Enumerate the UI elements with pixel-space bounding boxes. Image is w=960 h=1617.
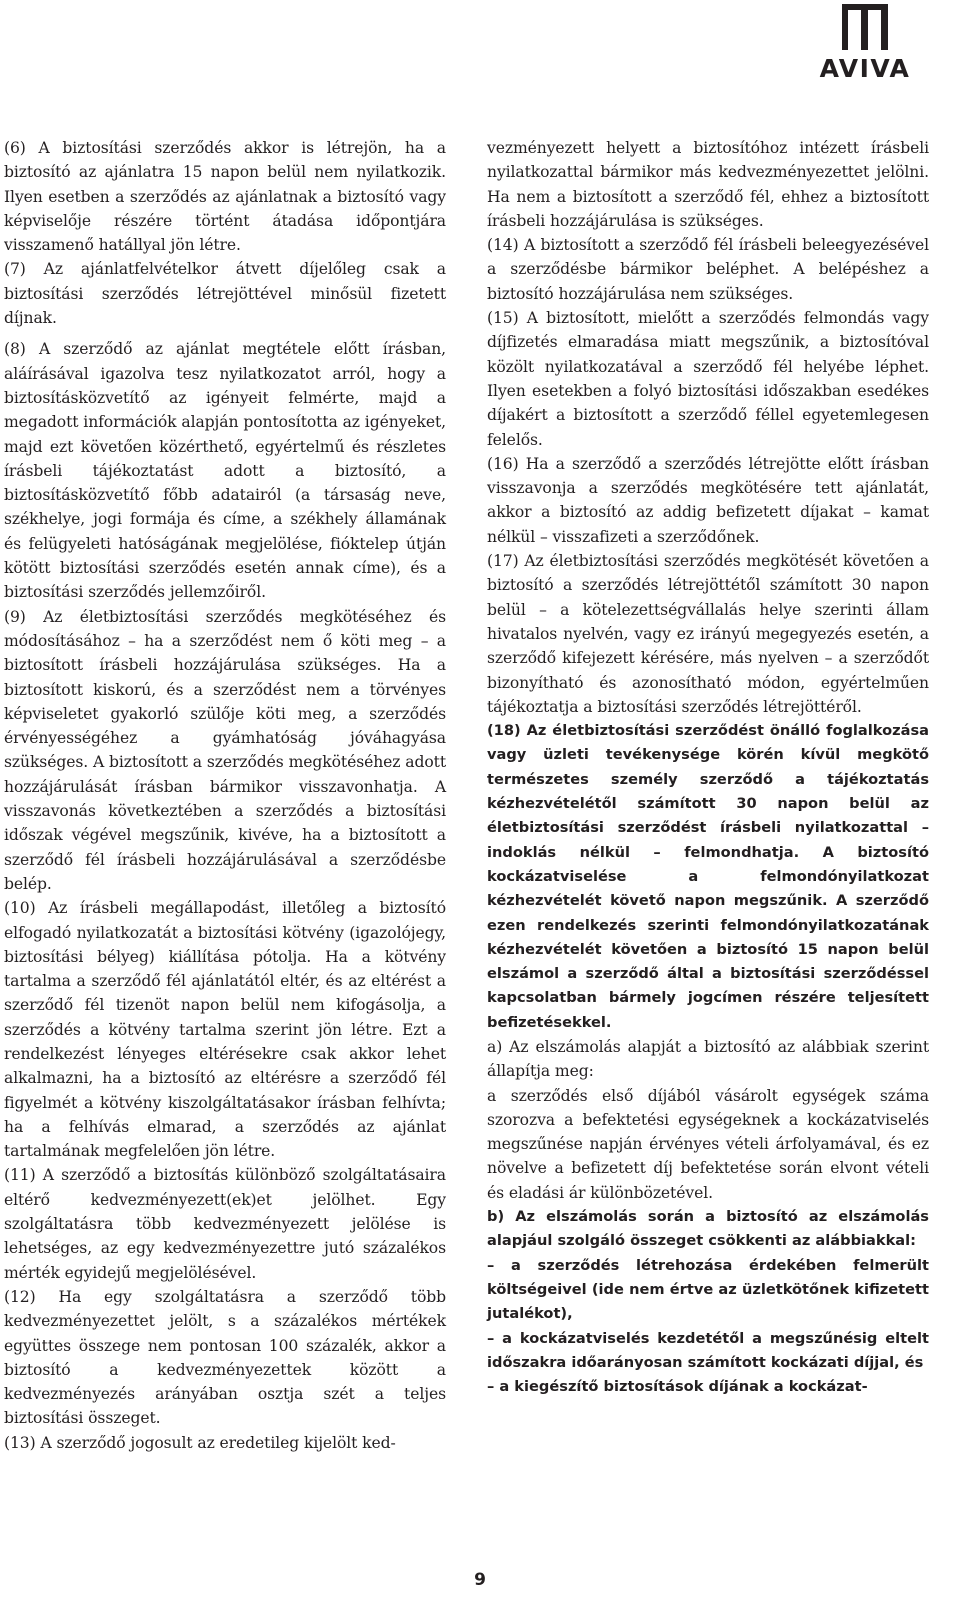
paragraph-11: (11) A szerződő a biztosítás különböző szolgáltatásaira eltérő kedvezményezett(ek)et jelölhet. Egy szolgáltatásra több kedvezményezett jelölése is lehetséges, az egy kedvezményezettre jutó százalékos mérték egyidejű megjelölésével.	[4, 1166, 446, 1282]
aviva-logo-icon	[812, 4, 918, 54]
brand-name: AVIVA	[819, 54, 911, 83]
paragraph-6: (6) A biztosítási szerződés akkor is létrejön, ha a biztosító az ajánlatra 15 napon belül nem nyilatkozik. Ilyen esetben a szerződés az ajánlatnak a biztosító vagy képviselője részére történt átadása időpontjára visszamenő hatállyal jön létre.	[4, 139, 446, 255]
paragraph-15: (15) A biztosított, mielőtt a szerződés felmondás vagy díjfizetés elmaradása miatt megszűnik, a biztosítóval közölt nyilatkozatával a szerződő fél helyébe léphet. Ilyen esetekben a folyó biztosítási időszakban esedékes díjakért a biztosított a szerződő féllel egyetemlegesen felelős.	[487, 309, 929, 449]
paragraph-7: (7) Az ajánlatfelvételkor átvett díjelőleg csak a biztosítási szerződés létrejöttével minősül fizetett díjnak.	[4, 260, 446, 328]
paragraph-17: (17) Az életbiztosítási szerződés megkötését követően a biztosító a szerződés létrejöttétől számított 30 napon belül – a kötelezettségvállalás helye szerinti állam hivatalos nyelvén, vagy ez irányú megegyezés esetén, a szerződő kifejezett kérésére, más nyelven – a szerződőt bizonyítható és azonosítható módon, egyértelműen tájékoztatja a biztosítási szerződés létrejöttéről.	[487, 552, 929, 716]
aviva-logo	[812, 4, 918, 84]
clause-b-item-2: – a kockázatviselés kezdetétől a megszűnésig eltelt időszakra időarányosan számított kockázati díjjal, és	[487, 1329, 929, 1371]
paragraph-13-start: (13) A szerződő jogosult az eredetileg kijelölt ked-	[4, 1433, 396, 1452]
clause-b-intro: b) Az elszámolás során a biztosító az elszámolás alapjául szolgáló összeget csökkenti az alábbiakkal:	[487, 1208, 929, 1250]
right-column	[487, 136, 929, 1399]
paragraph-18-bold: (18) Az életbiztosítási szerződést önálló foglalkozása vagy üzleti tevékenysége körén kívül megkötő természetes személy szerződő a tájékoztatás kézhezvételétől számított 30 napon belül az életbiztosítási szerződést írásbeli nyilatkozattal – indoklás nélkül – felmondhatja. A biztosító kockázatviselése a felmondónyilatkozat kézhezvételét követő napon megszűnik. A szerződő ezen rendelkezés szerinti felmondónyilatkozatának kézhezvételét követően a biztosító 15 napon belül elszámol a szerződő által a biztosítási szerződéssel kapcsolatban bármely jogcímen részére teljesített befizetésekkel.	[487, 722, 929, 1031]
left-column	[4, 136, 446, 1455]
paragraph-9: (9) Az életbiztosítási szerződés megkötéséhez és módosításához – ha a szerződést nem ő köti meg – a biztosított írásbeli hozzájárulása szükséges. Ha a biztosított kiskorú, és a szerződést nem a törvényes képviseletet gyakorló szülője köti meg, a szerződés érvényességéhez a gyámhatóság jóváhagyása szükséges. A biztosított a szerződés megkötéséhez adott hozzájárulását írásban bármikor visszavonhatja. A visszavonás következtében a szerződés a biztosítási időszak végével megszűnik, kivéve, ha a biztosított a szerződő fél írásbeli hozzájárulásával a szerződésbe belép.	[4, 607, 446, 893]
paragraph-14: (14) A biztosított a szerződő fél írásbeli beleegyezésével a szerződésbe bármikor beléphet. A belépéshez a biztosító hozzájárulása nem szükséges.	[487, 236, 929, 303]
paragraph-13-continued: vezményezett helyett a biztosítóhoz intézett írásbeli nyilatkozattal bármikor más kedvezményezettet jelölni. Ha nem a biztosított a szerződő fél, ehhez a biztosított írásbeli hozzájárulása is szükséges.	[487, 139, 929, 230]
clause-b-item-3: – a kiegészítő biztosítások díjának a kockázat-	[487, 1378, 868, 1396]
paragraph-16: (16) Ha a szerződő a szerződés létrejötte előtt írásban visszavonja a szerződés megkötésére tett ajánlatát, akkor a biztosító az addig befizetett díjakat – kamat nélkül – visszafizeti a szerződőnek.	[487, 454, 929, 546]
paragraph-8: (8) A szerződő az ajánlat megtétele előtt írásban, aláírásával igazolva tesz nyilatkozatot arról, hogy a biztosításközvetítő az igényeit felmérte, majd a megadott információk alapján pontosította az igényeket, majd ezt követően közérthető, egyértelmű és részletes írásbeli tájékoztatást adott a biztosító, a biztosításközvetítő főbb adatairól (a társaság neve, székhelye, jogi formája és címe, a székhely államának és felügyeleti hatóságának megjelölése, fióktelep útján kötött biztosítási szerződés esetén annak címe), és a biztosítási szerződés jellemzőiről.	[4, 340, 446, 602]
page-number: 9	[474, 1570, 486, 1590]
clause-a-body: a szerződés első díjából vásárolt egységek száma szorozva a befektetési egységeknek a kockázatviselés megszűnése napján érvényes vételi árfolyamával, és ez növelve a befizetett díj befektetése során elvont vételi és eladási ár különbözetével.	[487, 1086, 929, 1202]
clause-b-item-1: – a szerződés létrehozása érdekében felmerült költségeivel (ide nem értve az üzletkötőnek kifizetett jutalékot),	[487, 1256, 929, 1323]
clause-a-intro: a) Az elszámolás alapját a biztosító az alábbiak szerint állapítja meg:	[487, 1037, 929, 1081]
paragraph-12: (12) Ha egy szolgáltatásra a szerződő több kedvezményezettet jelölt, s a százalékos mértékek együttes összege nem pontosan 100 százalék, akkor a biztosító a kedvezményezettek között a kedvezményezés arányában osztja szét a teljes biztosítási összeget.	[4, 1287, 446, 1428]
paragraph-10: (10) Az írásbeli megállapodást, illetőleg a biztosító elfogadó nyilatkozatát a biztosítási kötvény (igazolójegy, biztosítási bélyeg) kiállítása pótolja. Ha a kötvény tartalma a szerződő fél ajánlatától eltér, és az eltérést a szerződő fél tizenöt napon belül nem kifogásolja, a szerződés a kötvény tartalma szerint jön létre. Ezt a rendelkezést lényeges eltérésekre csak akkor lehet alkalmazni, ha a biztosító az eltérésre a szerződő fél figyelmét a kötvény kiszolgáltatásakor írásban felhívta; ha a felhívás elmarad, a szerződés az ajánlat tartalmának megfelelően jön létre.	[4, 899, 446, 1161]
